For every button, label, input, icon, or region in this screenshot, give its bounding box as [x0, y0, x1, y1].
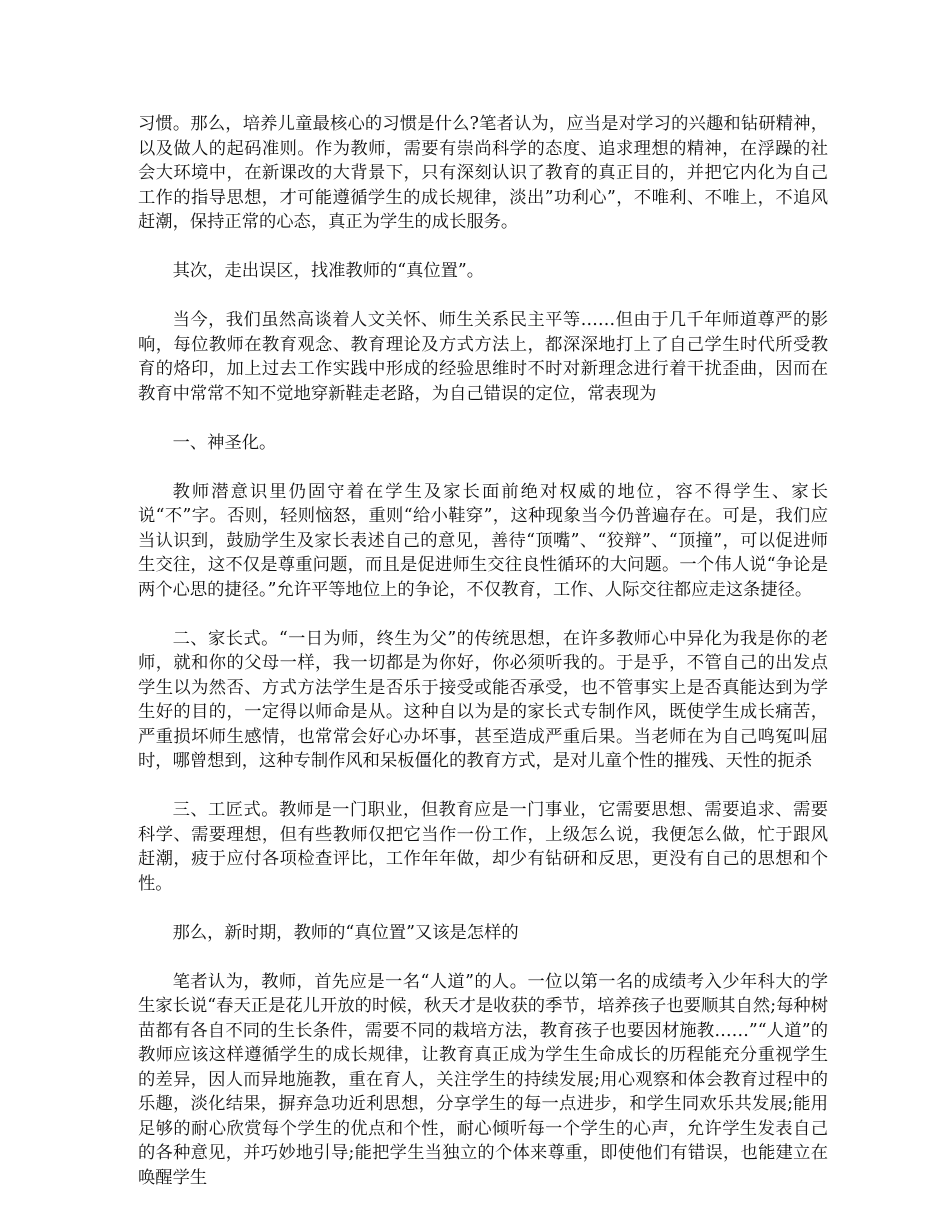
- paragraph-3: 当今，我们虽然高谈着人文关怀、师生关系民主平等……但由于几千年师道尊严的影响，每位教师在教育观念、教育理论及方式方法上，都深深地打上了自己学生时代所受教育的烙印，加上过去工作实践中形成的经验思维时不时对新理念进行着干扰歪曲，因而在教育中常常不知不觉地穿新鞋走老路，为自己错误的定位，常表现为: [138, 310, 828, 404]
- paragraph-9: 笔者认为，教师，首先应是一名“人道”的人。一位以第一名的成绩考入少年科大的学生家长说“春天正是花儿开放的时候，秋天才是收获的季节，培养孩子也要顺其自然;每种树苗都有各自不同的生长条件，需要不同的栽培方法，教育孩子也要因材施教……”“人道”的教师应该这样遵循学生的成长规律，让教育真正成为学生生命成长的历程能充分重视学生的差异，因人而异地施教，重在育人，关注学生的持续发展;用心观察和体会教育过程中的乐趣，淡化结果，摒弃急功近利思想，分享学生的每一点进步，和学生同欢乐共发展;能用足够的耐心欣赏每个学生的优点和个性，耐心倾听每一个学生的心声，允许学生发表自己的各种意见，并巧妙地引导;能把学生当独立的个体来尊重，即使他们有错误，也能建立在唤醒学生: [138, 971, 828, 1188]
- paragraph-7: 三、工匠式。教师是一门职业，但教育应是一门事业，它需要思想、需要追求、需要科学、需要理想，但有些教师仅把它当作一份工作，上级怎么说，我便怎么做，忙于跟风赶潮，疲于应付各项检查评比，工作年年做，却少有钻研和反思，更没有自己的思想和个性。: [138, 800, 828, 894]
- document-body: [138, 112, 828, 1215]
- paragraph-5: 教师潜意识里仍固守着在学生及家长面前绝对权威的地位，容不得学生、家长说“不”字。否则，轻则恼怒，重则“给小鞋穿”，这种现象当今仍普遍存在。可是，我们应当认识到，鼓励学生及家长表述自己的意见，善待“顶嘴”、“狡辩”、“顶撞”，可以促进师生交往，这不仅是尊重问题，而且是促进师生交往良性循环的大问题。一个伟人说“争论是两个心思的捷径。”允许平等地位上的争论，不仅教育，工作、人际交往都应走这条捷径。: [138, 481, 828, 600]
- paragraph-4: 一、神圣化。: [172, 432, 277, 453]
- paragraph-6: 二、家长式。“一日为师，终生为父”的传统思想，在许多教师心中异化为我是你的老师，就和你的父母一样，我一切都是为你好，你必须听我的。于是乎，不管自己的出发点学生以为然否、方式方法学生是否乐于接受或能否承受，也不管事实上是否真能达到为学生好的目的，一定得以师命是从。这种自以为是的家长式专制作风，既使学生成长痛苦，严重损坏师生感情，也常常会好心办坏事，甚至造成严重后果。当老师在为自己鸣冤叫屈时，哪曾想到，这种专制作风和呆板僵化的教育方式，是对儿童个性的摧残、天性的扼杀: [138, 628, 828, 771]
- paragraph-8: 那么，新时期，教师的“真位置”又该是怎样的: [172, 922, 519, 943]
- paragraph-1: 习惯。那么，培养儿童最核心的习惯是什么?笔者认为，应当是对学习的兴趣和钻研精神，以及做人的起码准则。作为教师，需要有崇尚科学的态度、追求理想的精神，在浮躁的社会大环境中，在新课改的大背景下，只有深刻认识了教育的真正目的，并把它内化为自己工作的指导思想，才可能遵循学生的成长规律，淡出”功利心”，不唯利、不唯上，不追风赶潮，保持正常的心态，真正为学生的成长服务。: [138, 114, 828, 232]
- paragraph-2: 其次，走出误区，找准教师的“真位置”。: [172, 261, 485, 281]
